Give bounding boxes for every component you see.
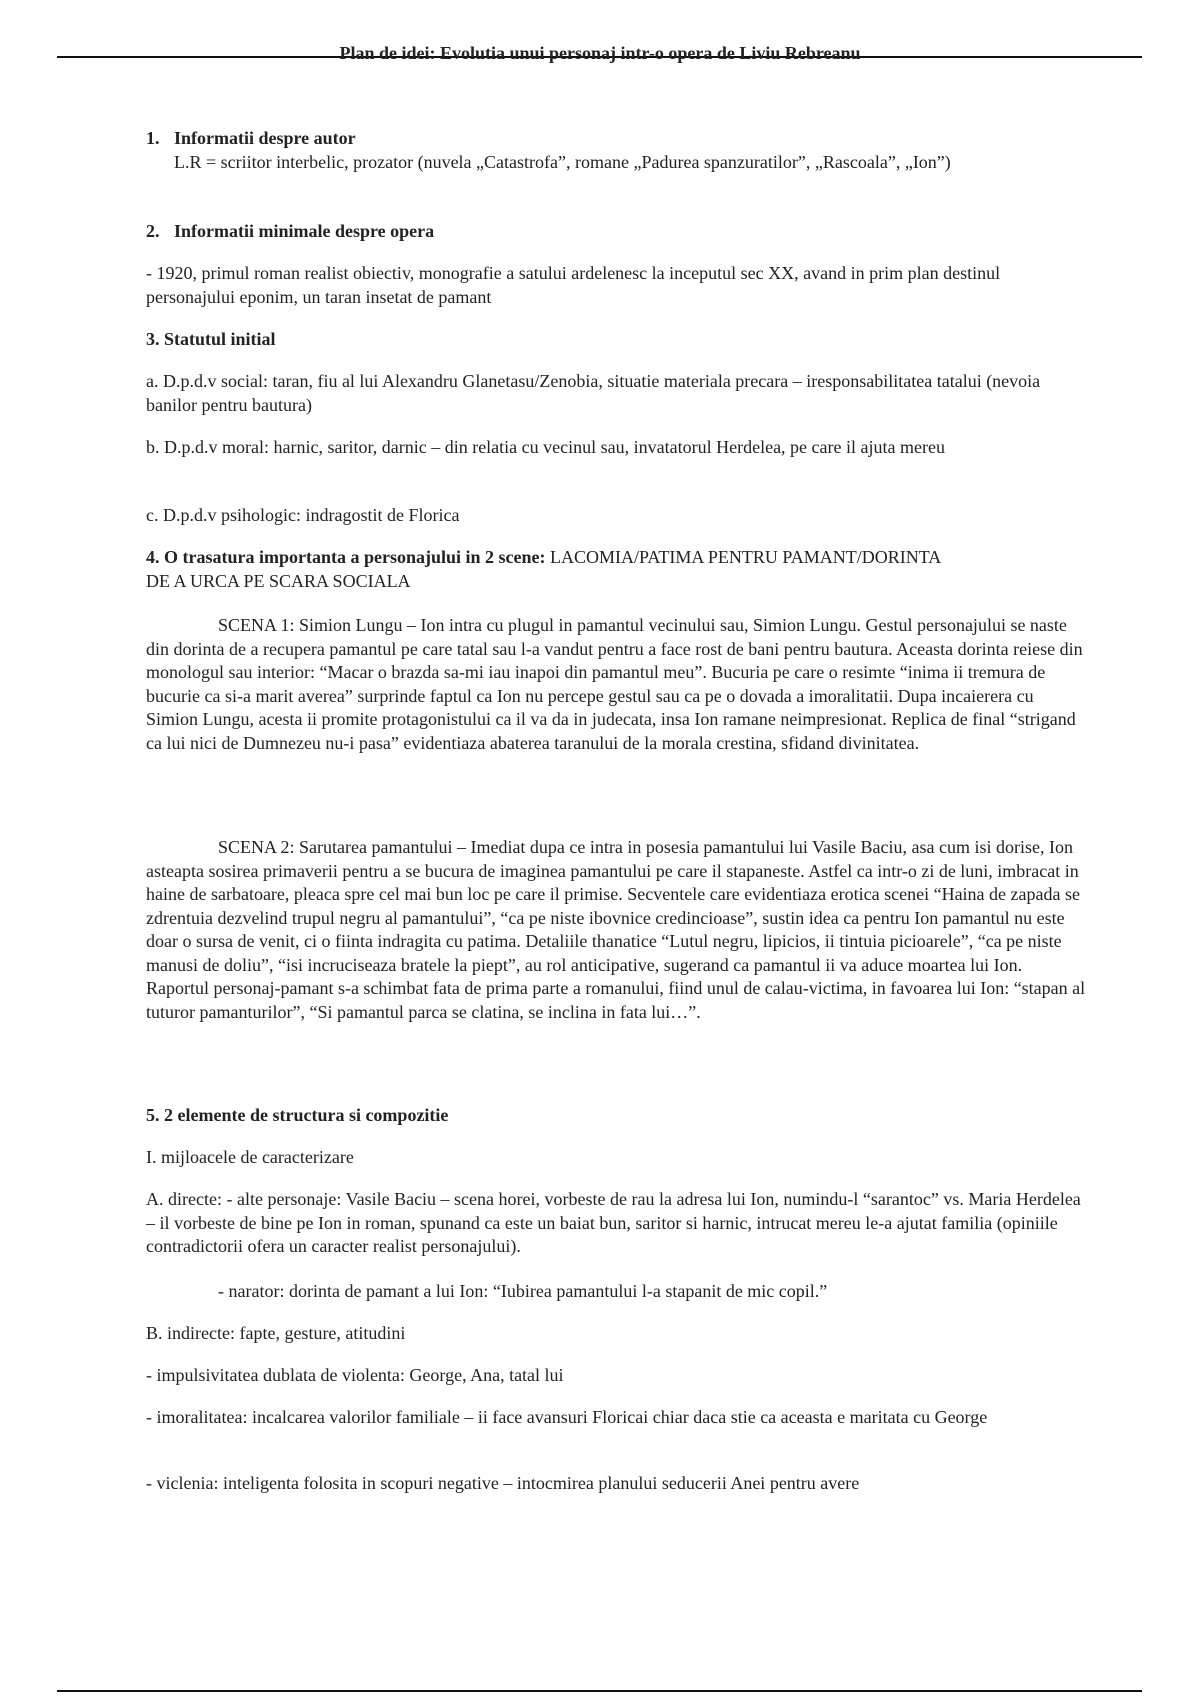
section-5-heading: 5. 2 elemente de structura si compozitie (146, 1105, 449, 1125)
section-5-i: I. mijloacele de caracterizare (146, 1147, 354, 1167)
section-heading: Informatii despre autor (174, 128, 356, 148)
section-3-c: c. D.p.d.v psihologic: indragostit de Florica (146, 505, 460, 525)
section-5-b: B. indirecte: fapte, gesture, atitudini (146, 1323, 406, 1343)
scene-2: SCENA 2: Sarutarea pamantului – Imediat dupa ce intra in posesia pamantului lui Vasile Baciu, asa cum isi dorise, Ion asteapta sosirea primaverii pentru a se bucura de imaginea pamantului pe care il stapaneste. Astfel ca intr-o zi de luni, imbracat in haine de sarbatoare, pleaca spre cel mai bun loc pe care il primise. Secventele care evidentiaza erotica scenei “Haina de zapada se zdrentuia dezvelind trupul negru al pamantului”, “ca pe niste ibovnice credincioase”, sustin idea ca pentru Ion pamantul nu este doar o sursa de venit, ci o fiinta indragita cu patima. Detaliile thanatice “Lutul negru, lipicios, ii tintuia picioarele”, “ca pe niste manusi de doliu”, “isi incruciseaza bratele la piept”, au rol anticipative, sugerand ca pamantul ii va aduce moartea lui Ion. Raportul personaj-pamant s-a schimbat fata de prima parte a romanului, fiind unul de calau-victima, in favoarea lui Ion: “stapan al tuturor pamanturilor”, “Si pamantul parca se clatina, se inclina in fata lui…”. (146, 837, 1086, 1022)
section-heading: 4. O trasatura importanta a personajului in 2 scene: (146, 547, 546, 567)
section-number: 1. (146, 128, 160, 148)
section-5-impulsivitate: - impulsivitatea dublata de violenta: George, Ana, tatal lui (146, 1365, 564, 1385)
section-number: 2. (146, 221, 160, 241)
trait-text: LACOMIA/PATIMA PENTRU PAMANT/DORINTA DE A URCA PE SCARA SOCIALA (146, 547, 941, 591)
section-5-viclenie: - viclenia: inteligenta folosita in scopuri negative – intocmirea planului seducerii Anei pentru avere (146, 1473, 860, 1493)
section-4-heading (146, 546, 946, 593)
scene-1: SCENA 1: Simion Lungu – Ion intra cu plugul in pamantul vecinului sau, Simion Lungu. Gestul personajului se naste din dorinta de a recupera pamantul pe care tatal sau l-a vandut pentru a face rost de bani pentru bautura. Aceasta dorinta reiese din monologul sau interior: “Macar o brazda sa-mi iau inapoi din pamantul meu”. Bucuria pe care o resimte “inima ii tremura de bucurie ca si-a marit averea” surprinde faptul ca Ion nu percepe gestul sau ca pe o dovada a imoralitatii. Dupa incaierera cu Simion Lungu, acesta ii promite protagonistului ca il va da in judecata, insa Ion ramane neimpresionat. Replica de final “strigand ca lui nici de Dumnezeu nu-i pasa” evidentiaza abaterea taranului de la morala crestina, sfidand divinitatea. (146, 615, 1083, 753)
section-3-a: a. D.p.d.v social: taran, fiu al lui Alexandru Glanetasu/Zenobia, situatie materiala precara – iresponsabilitatea tatalui (nevoia banilor pentru bautura) (146, 371, 1041, 415)
section-3-heading: 3. Statutul initial (146, 329, 276, 349)
section-5-imoralitate: - imoralitatea: incalcarea valorilor familiale – ii face avansuri Floricai chiar daca stie ca aceasta e maritata cu George (146, 1407, 988, 1427)
section-heading: Informatii minimale despre opera (174, 221, 435, 241)
section-2-heading (146, 220, 1086, 244)
page-title: Plan de idei: Evolutia unui personaj intr-o opera de Liviu Rebreanu (339, 43, 861, 63)
section-5-narator: - narator: dorinta de pamant a lui Ion: “Iubirea pamantului l-a stapanit de mic copil.” (218, 1281, 828, 1301)
section-text: L.R = scriitor interbelic, prozator (nuvela „Catastrofa”, romane „Padurea spanzuratilor”, „Rascoala”, „Ion”) (174, 151, 951, 172)
footer-rule (57, 1690, 1142, 1692)
section-5-a: A. directe: - alte personaje: Vasile Baciu – scena horei, vorbeste de rau la adresa lui Ion, numindu-l “sarantoc” vs. Maria Herdelea – il vorbeste de bine pe Ion in roman, spunand ca este un baiat bun, saritor si harnic, intrucat mereu le-a ajutat familia (opiniile contradictorii ofera un caracter realist personajului). (146, 1189, 1081, 1256)
section-2-text: - 1920, primul roman realist obiectiv, monografie a satului ardelenesc la inceputul sec XX, avand in prim plan destinul personajului eponim, un taran insetat de pamant (146, 263, 1001, 307)
section-1 (146, 127, 1066, 174)
section-3-b: b. D.p.d.v moral: harnic, saritor, darnic – din relatia cu vecinul sau, invatatorul Herdelea, pe care il ajuta mereu (146, 437, 945, 457)
